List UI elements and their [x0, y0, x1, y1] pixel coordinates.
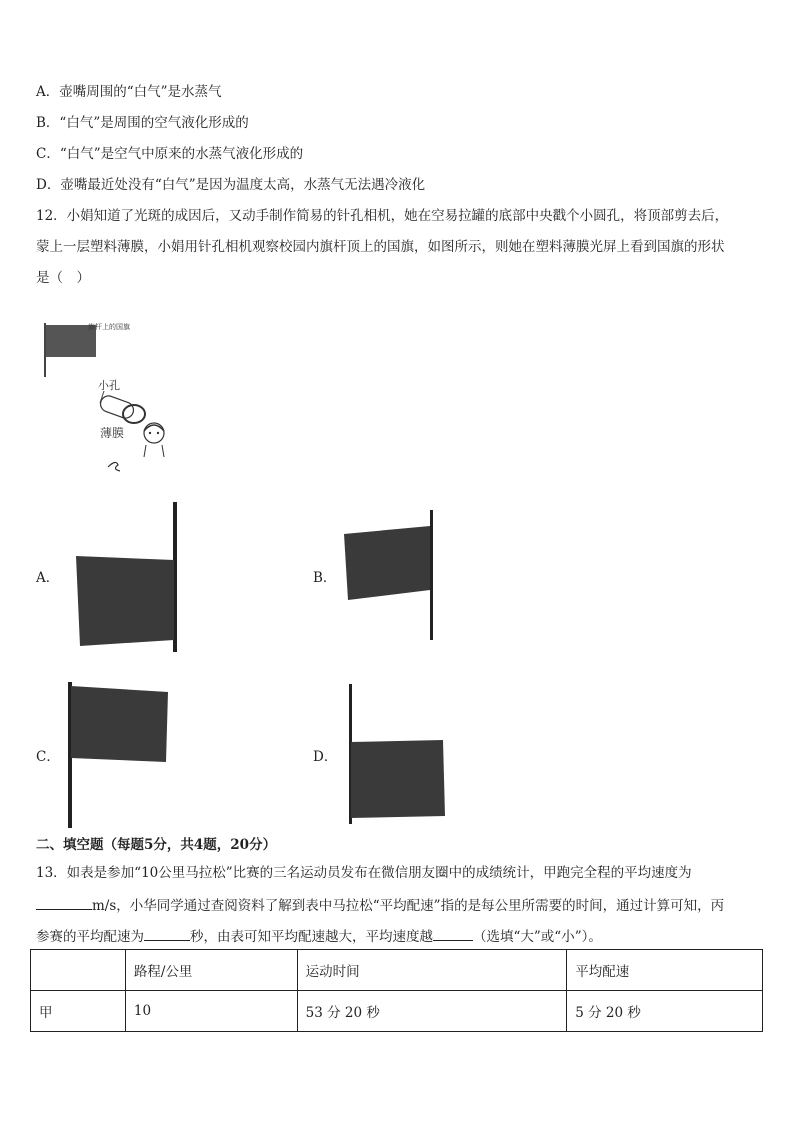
q12-option-d-figure — [345, 682, 455, 827]
q13-stem-line1: 13．如表是参加“10公里马拉松”比赛的三名运动员发布在微信朋友圈中的成绩统计，甲跑完全程的平均速度为 — [36, 865, 692, 881]
table-header-cell: 运动时间 — [297, 950, 567, 991]
q11-option-d: D．壶嘴最近处没有“白气”是因为温度太高，水蒸气无法遇冷液化 — [36, 177, 426, 193]
q13-stem-line2 — [36, 895, 724, 915]
answer-blank-1[interactable] — [36, 895, 92, 910]
pinhole-label: 小孔 — [98, 379, 120, 392]
q12-option-b-figure — [340, 508, 440, 643]
q12-stem-line1: 12．小娟知道了光斑的成因后，又动手制作简易的针孔相机，她在空易拉罐的底部中央戳个小圆孔，将顶部剪去后， — [36, 208, 729, 224]
table-cell: 53 分 20 秒 — [297, 991, 567, 1032]
q11-option-c: C．“白气”是空气中原来的水蒸气液化形成的 — [36, 146, 304, 162]
answer-blank-3[interactable] — [433, 926, 473, 941]
table-header-row — [31, 950, 763, 991]
q12-option-a-label: A． — [36, 570, 60, 586]
flag — [71, 686, 168, 762]
flag-sketch-label: 旗杆上的国旗 — [88, 323, 130, 331]
q11-option-b: B．“白气”是周围的空气液化形成的 — [36, 115, 249, 131]
q13-stem-line3-b: 秒，由表可知平均配速越大，平均速度越 — [190, 929, 433, 945]
flag — [351, 740, 445, 818]
table-header-cell: 平均配速 — [567, 950, 763, 991]
section-title: 二、填空题（每题5分，共4题，20分） — [36, 837, 277, 853]
table-cell: 10 — [125, 991, 297, 1032]
table-row — [31, 991, 763, 1032]
table-cell: 5 分 20 秒 — [567, 991, 763, 1032]
pinhole-setup-figure — [38, 315, 198, 475]
q12-option-c-label: C． — [36, 749, 60, 765]
observer-head-icon — [144, 423, 164, 443]
q12-option-a-figure — [66, 500, 186, 655]
film-label: 薄膜 — [100, 426, 125, 440]
q11-option-a: A．壶嘴周围的“白气”是水蒸气 — [36, 84, 222, 100]
flag — [76, 556, 174, 646]
answer-blank-2[interactable] — [144, 926, 190, 941]
q13-stem-line2-text: m/s，小华同学通过查阅资料了解到表中马拉松“平均配速”指的是每公里所需要的时间，通过计算可知，丙 — [92, 898, 725, 914]
q13-stem-line3-a: 参赛的平均配速为 — [36, 929, 144, 945]
flagpole — [430, 510, 433, 640]
q12-stem-line3: 是（ ） — [36, 270, 90, 286]
film-end-sketch — [123, 405, 145, 423]
q12-option-d-label: D． — [313, 749, 338, 765]
q12-stem-line2: 蒙上一层塑料薄膜，小娟用针孔相机观察校园内旗杆顶上的国旗，如图所示，则她在塑料薄膜光屏上看到国旗的形状 — [36, 239, 725, 255]
q12-option-b-label: B． — [313, 570, 337, 586]
q13-stem-line3-c: （选填“大”或“小”）。 — [473, 929, 602, 945]
can-sketch — [98, 394, 135, 421]
marathon-results-table — [30, 949, 763, 1032]
table-header-cell: 路程/公里 — [125, 950, 297, 991]
table-cell: 甲 — [31, 991, 126, 1032]
q13-stem-line3 — [36, 926, 602, 946]
table-header-cell — [31, 950, 126, 991]
q12-option-c-figure — [64, 680, 174, 830]
flag — [344, 526, 430, 600]
